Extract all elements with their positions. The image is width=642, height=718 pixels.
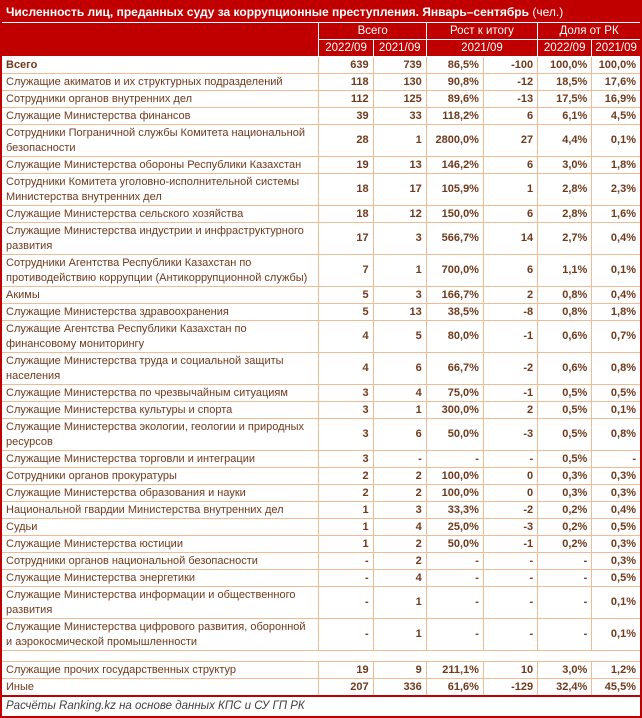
cell-value: 18,5% [538,74,592,91]
row-label: Сотрудники Комитета уголовно-исполнительной системы Министерства внутренних дел [2,174,319,206]
cell-value: - [483,587,537,619]
cell-value: 2,8% [538,174,592,206]
spacer-cell [2,651,640,662]
table-row [2,679,640,696]
cell-value: 33 [373,108,426,125]
cell-value: 1 [319,536,373,553]
cell-value: 6 [483,157,537,174]
subheader-growth-2021: 2021/09 [426,40,537,57]
row-label: Служащие Министерства энергетики [2,570,319,587]
table-row [2,502,640,519]
cell-value: 4 [319,321,373,353]
cell-value: 3 [373,502,426,519]
cell-value: 86,5% [426,57,483,74]
row-label: Сотрудники Агентства Республики Казахстан по противодействию коррупции (Антикоррупционной службы) [2,255,319,287]
cell-value: 10 [483,662,537,679]
cell-value: 2 [373,553,426,570]
row-label: Служащие акиматов и их структурных подразделений [2,74,319,91]
cell-value: 0,4% [592,287,640,304]
row-label: Служащие Министерства по чрезвычайным ситуациям [2,385,319,402]
cell-value: 639 [319,57,373,74]
cell-value: - [538,619,592,651]
cell-value: 112 [319,91,373,108]
cell-value: 14 [483,223,537,255]
cell-value: - [538,587,592,619]
subheader-share-2022: 2022/09 [538,40,592,57]
cell-value: 0,3% [592,468,640,485]
cell-value: 130 [373,74,426,91]
cell-value: 6 [483,108,537,125]
table-row [2,619,640,651]
cell-value: 0,3% [592,553,640,570]
cell-value: 3 [319,451,373,468]
row-label: Служащие Министерства образования и науки [2,485,319,502]
cell-value: 1 [319,502,373,519]
cell-value: 50,0% [426,536,483,553]
cell-value: 50,0% [426,419,483,451]
cell-value: 100,0% [538,57,592,74]
cell-value: 0,2% [538,502,592,519]
cell-value: 1,8% [592,304,640,321]
table-row [2,353,640,385]
cell-value: -3 [483,519,537,536]
cell-value: - [426,587,483,619]
source-note: Расчёты Ranking.kz на основе данных КПС и СУ ГП РК [2,695,640,716]
cell-value: 0 [483,468,537,485]
cell-value: -2 [483,353,537,385]
cell-value: 125 [373,91,426,108]
table-header [2,23,640,57]
cell-value: -1 [483,385,537,402]
cell-value: 4 [373,385,426,402]
cell-value: - [319,587,373,619]
cell-value: 3 [319,385,373,402]
cell-value: -3 [483,419,537,451]
cell-value: 0,1% [592,619,640,651]
cell-value: 17,5% [538,91,592,108]
cell-value: 28 [319,125,373,157]
cell-value: -100 [483,57,537,74]
cell-value: 0,3% [538,468,592,485]
cell-value: 166,7% [426,287,483,304]
cell-value: 2 [373,536,426,553]
cell-value: 105,9% [426,174,483,206]
row-label: Служащие Министерства юстиции [2,536,319,553]
cell-value: 2 [483,402,537,419]
row-label: Служащие Министерства труда и социальной защиты населения [2,353,319,385]
cell-value: 0,5% [592,519,640,536]
cell-value: 6 [373,353,426,385]
cell-value: 17 [373,174,426,206]
table-row [2,108,640,125]
cell-value: - [538,553,592,570]
table-title [2,2,640,23]
cell-value: 1 [373,125,426,157]
cell-value: 0,5% [592,570,640,587]
cell-value: 739 [373,57,426,74]
statistics-table [2,23,640,695]
cell-value: 0,5% [538,451,592,468]
subheader-total-2022: 2022/09 [319,40,373,57]
table-row [2,321,640,353]
cell-value: 1 [373,255,426,287]
table-body [2,57,640,696]
spacer-row [2,651,640,662]
table-row [2,536,640,553]
cell-value: 27 [483,125,537,157]
cell-value: 1,1% [538,255,592,287]
cell-value: 0,8% [592,419,640,451]
cell-value: 17,6% [592,74,640,91]
cell-value: 566,7% [426,223,483,255]
table-row [2,451,640,468]
cell-value: 1 [319,519,373,536]
cell-value: 0,1% [592,587,640,619]
table-row [2,174,640,206]
cell-value: 80,0% [426,321,483,353]
cell-value: - [483,619,537,651]
table-row [2,206,640,223]
cell-value: 1,8% [592,157,640,174]
row-label: Служащие Министерства сельского хозяйства [2,206,319,223]
row-label: Служащие Агентства Республики Казахстан по финансовому мониторингу [2,321,319,353]
cell-value: 12 [373,206,426,223]
cell-value: 3 [373,223,426,255]
cell-value: 0 [483,485,537,502]
table-row [2,402,640,419]
cell-value: 0,8% [592,353,640,385]
cell-value: - [426,451,483,468]
cell-value: 13 [373,304,426,321]
subheader-total-2021: 2021/09 [373,40,426,57]
cell-value: 3 [319,402,373,419]
table-row [2,255,640,287]
row-label: Служащие Министерства здравоохранения [2,304,319,321]
cell-value: 3,0% [538,157,592,174]
subheader-share-2021: 2021/09 [592,40,640,57]
cell-value: 5 [319,304,373,321]
row-label: Сотрудники органов прокуратуры [2,468,319,485]
cell-value: 89,6% [426,91,483,108]
cell-value: 700,0% [426,255,483,287]
cell-value: 0,1% [592,125,640,157]
table-row [2,419,640,451]
cell-value: 4,4% [538,125,592,157]
row-label: Служащие Министерства культуры и спорта [2,402,319,419]
cell-value: 18 [319,206,373,223]
cell-value: 146,2% [426,157,483,174]
cell-value: 0,6% [538,321,592,353]
column-group-row [2,23,640,40]
cell-value: - [319,553,373,570]
cell-value: 1,2% [592,662,640,679]
cell-value: 2,3% [592,174,640,206]
cell-value: 0,8% [538,287,592,304]
cell-value: 19 [319,662,373,679]
cell-value: 1 [373,619,426,651]
cell-value: 90,8% [426,74,483,91]
row-label: Сотрудники органов внутренних дел [2,91,319,108]
row-label: Иные [2,679,319,696]
cell-value: 0,4% [592,502,640,519]
row-label: Судьи [2,519,319,536]
cell-value: 75,0% [426,385,483,402]
cell-value: 0,5% [592,385,640,402]
cell-value: 4 [373,519,426,536]
cell-value: - [483,570,537,587]
table-row [2,157,640,174]
table-row [2,485,640,502]
table-row [2,57,640,74]
table-row [2,223,640,255]
cell-value: 1 [483,174,537,206]
column-group-share: Доля от РК [538,23,640,40]
table-row [2,553,640,570]
cell-value: - [426,619,483,651]
cell-value: - [592,451,640,468]
cell-value: 4,5% [592,108,640,125]
cell-value: -8 [483,304,537,321]
cell-value: -12 [483,74,537,91]
table-row [2,385,640,402]
table-row [2,570,640,587]
cell-value: 45,5% [592,679,640,696]
cell-value: 2 [483,287,537,304]
cell-value: 33,3% [426,502,483,519]
cell-value: 0,5% [538,402,592,419]
cell-value: 6 [373,419,426,451]
cell-value: 100,0% [426,485,483,502]
cell-value: 0,5% [538,385,592,402]
cell-value: 300,0% [426,402,483,419]
table-title-units: (чел.) [532,5,564,19]
row-label: Служащие Министерства индустрии и инфраструктурного развития [2,223,319,255]
cell-value: 6 [483,255,537,287]
table-row [2,287,640,304]
cell-value: 2 [373,485,426,502]
table-row [2,74,640,91]
cell-value: 0,5% [538,419,592,451]
cell-value: - [426,553,483,570]
cell-value: 5 [319,287,373,304]
cell-value: 0,7% [592,321,640,353]
cell-value: - [319,570,373,587]
column-group-growth: Рост к итогу [426,23,537,40]
cell-value: - [483,553,537,570]
cell-value: 16,9% [592,91,640,108]
cell-value: 0,3% [592,485,640,502]
cell-value: - [538,570,592,587]
row-label: Служащие Министерства цифрового развития, оборонной и аэрокосмической промышленности [2,619,319,651]
cell-value: -129 [483,679,537,696]
cell-value: 0,6% [538,353,592,385]
cell-value: -1 [483,321,537,353]
cell-value: 1 [373,587,426,619]
cell-value: 4 [373,570,426,587]
cell-value: 9 [373,662,426,679]
cell-value: 61,6% [426,679,483,696]
table-row [2,519,640,536]
row-label: Всего [2,57,319,74]
cell-value: 5 [373,321,426,353]
table-row [2,91,640,108]
cell-value: 2800,0% [426,125,483,157]
cell-value: 0,1% [592,255,640,287]
cell-value: 7 [319,255,373,287]
cell-value: - [426,570,483,587]
cell-value: 2 [373,468,426,485]
row-label: Служащие Министерства торговли и интеграции [2,451,319,468]
cell-value: 3 [319,419,373,451]
cell-value: -2 [483,502,537,519]
row-label: Служащие Министерства информации и общественного развития [2,587,319,619]
cell-value: 0,4% [592,223,640,255]
row-label: Служащие прочих государственных структур [2,662,319,679]
cell-value: 3 [373,287,426,304]
table-row [2,587,640,619]
table-row [2,125,640,157]
row-label: Национальной гвардии Министерства внутренних дел [2,502,319,519]
cell-value: 32,4% [538,679,592,696]
cell-value: - [483,451,537,468]
cell-value: 100,0% [592,57,640,74]
cell-value: 17 [319,223,373,255]
row-label: Служащие Министерства обороны Республики Казахстан [2,157,319,174]
cell-value: 66,7% [426,353,483,385]
cell-value: 6 [483,206,537,223]
cell-value: - [373,451,426,468]
cell-value: 2,7% [538,223,592,255]
row-label: Сотрудники Пограничной службы Комитета национальной безопасности [2,125,319,157]
cell-value: 0,8% [538,304,592,321]
cell-value: 1,6% [592,206,640,223]
cell-value: 18 [319,174,373,206]
cell-value: -13 [483,91,537,108]
table-row [2,468,640,485]
cell-value: 118 [319,74,373,91]
cell-value: 38,5% [426,304,483,321]
table-title-text: Численность лиц, преданных суду за коррупционные преступления. Январь–сентябрь [6,5,530,19]
row-label: Служащие Министерства экологии, геологии и природных ресурсов [2,419,319,451]
cell-value: - [319,619,373,651]
row-label: Сотрудники органов национальной безопасности [2,553,319,570]
column-group-total: Всего [319,23,426,40]
cell-value: 150,0% [426,206,483,223]
cell-value: 13 [373,157,426,174]
cell-value: 0,3% [592,536,640,553]
corner-header-cell [2,23,319,57]
cell-value: 211,1% [426,662,483,679]
row-label: Акимы [2,287,319,304]
cell-value: 0,3% [538,485,592,502]
cell-value: 1 [373,402,426,419]
cell-value: 0,2% [538,519,592,536]
cell-value: 0,2% [538,536,592,553]
cell-value: 2 [319,468,373,485]
cell-value: 19 [319,157,373,174]
cell-value: 39 [319,108,373,125]
cell-value: 4 [319,353,373,385]
cell-value: -1 [483,536,537,553]
cell-value: 6,1% [538,108,592,125]
table-row [2,304,640,321]
cell-value: 25,0% [426,519,483,536]
table-row [2,662,640,679]
row-label: Служащие Министерства финансов [2,108,319,125]
cell-value: 336 [373,679,426,696]
cell-value: 2,8% [538,206,592,223]
cell-value: 2 [319,485,373,502]
cell-value: 207 [319,679,373,696]
cell-value: 3,0% [538,662,592,679]
cell-value: 100,0% [426,468,483,485]
cell-value: 118,2% [426,108,483,125]
cell-value: 0,1% [592,402,640,419]
